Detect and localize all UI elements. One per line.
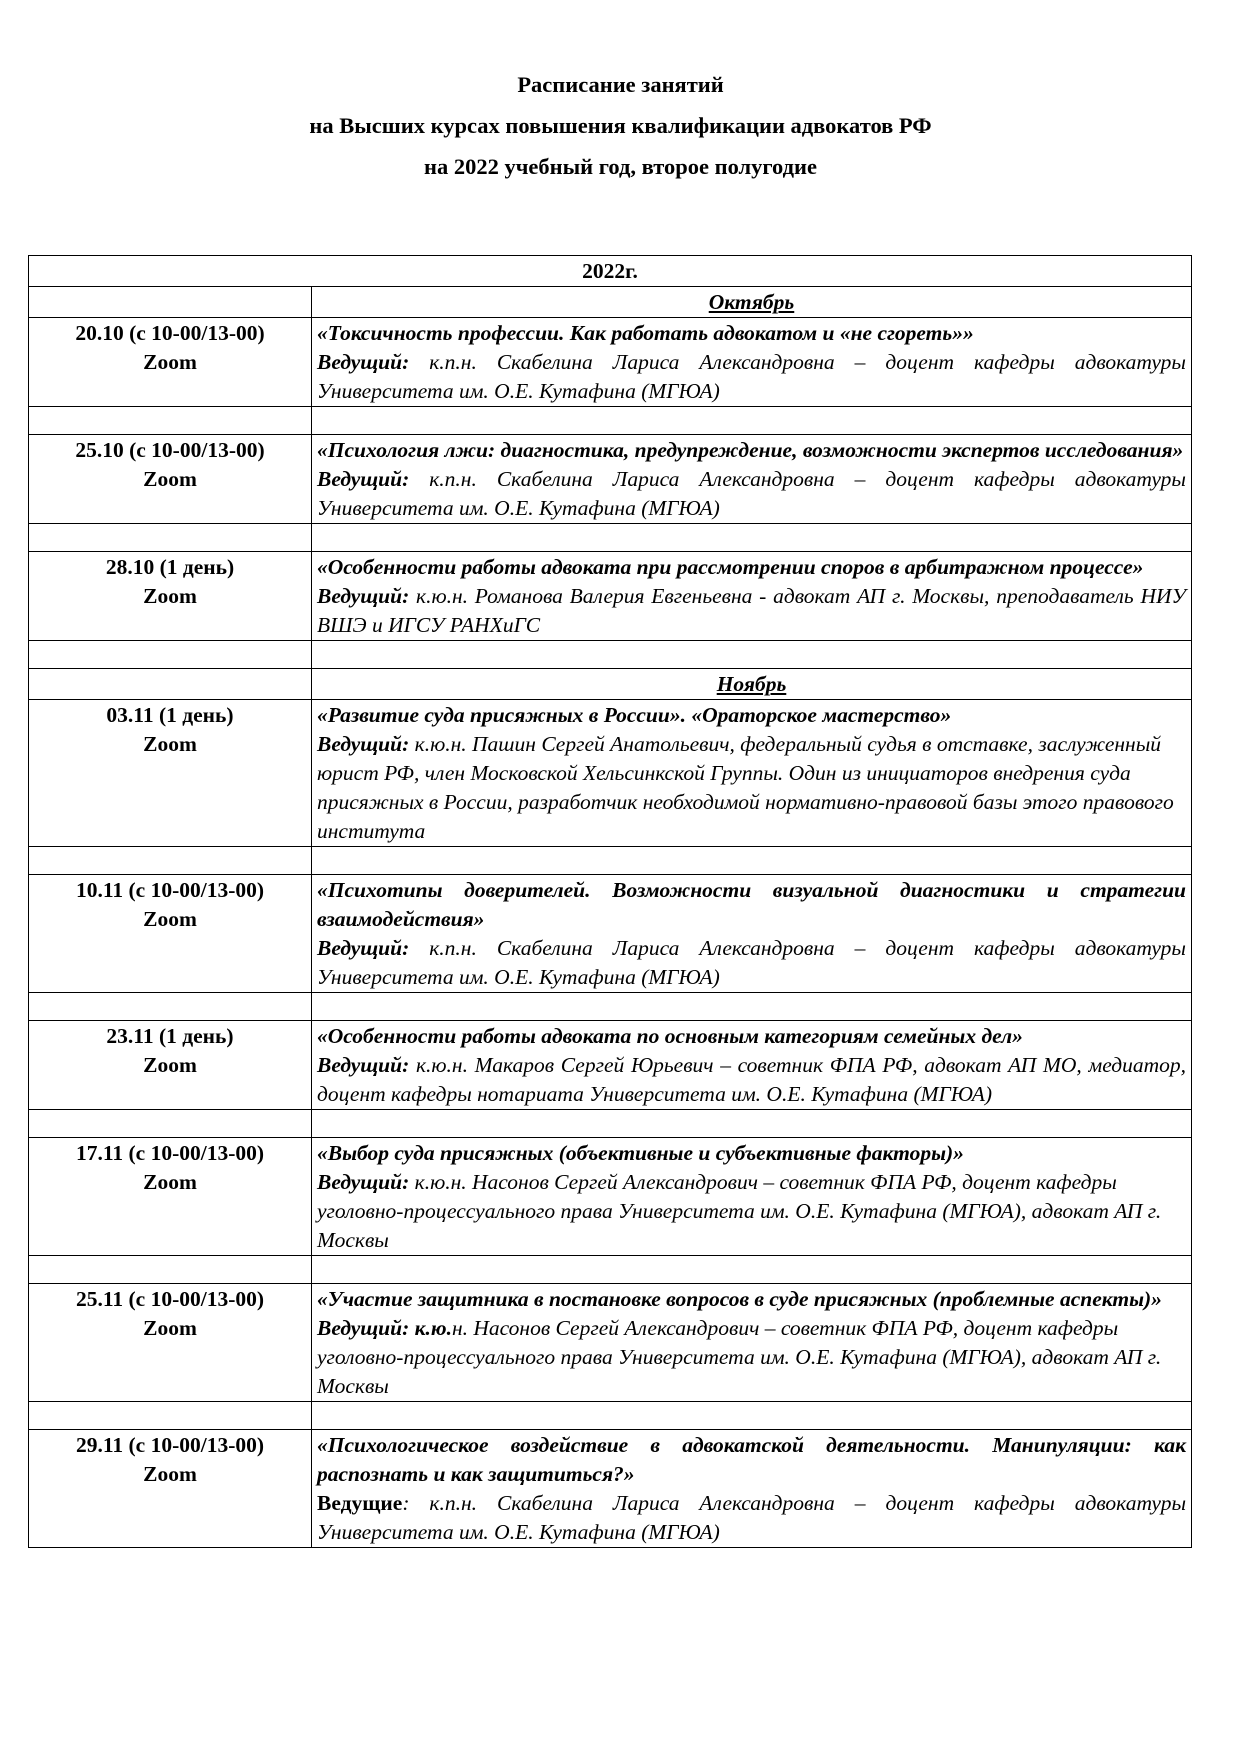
session-date-cell (29, 1138, 312, 1256)
session-lecturer (317, 348, 1186, 406)
session-date: 23.11 (1 день) (106, 1024, 234, 1048)
spacer-row (29, 641, 1192, 669)
title-line-2: на Высших курсах повышения квалификации адвокатов РФ (309, 113, 932, 138)
session-row (29, 552, 1192, 641)
session-row (29, 1430, 1192, 1548)
session-date-cell (29, 1284, 312, 1402)
session-details (312, 1430, 1192, 1548)
session-date-cell (29, 700, 312, 847)
year-label: 2022г. (29, 256, 1192, 287)
session-row (29, 1021, 1192, 1110)
session-row (29, 435, 1192, 524)
empty-cell (29, 669, 312, 700)
spacer-row (29, 993, 1192, 1021)
session-lecturer (317, 582, 1186, 640)
session-details (312, 435, 1192, 524)
lecturer-label: Ведущий: (317, 350, 410, 374)
session-format: Zoom (143, 1316, 197, 1340)
session-topic: «Психология лжи: диагностика, предупреждение, возможности экспертов исследования» (317, 438, 1184, 462)
lecturer-info: к.п.н. Скабелина Лариса Александровна – доцент кафедры адвокатуры Университета им. О.Е. Кутафина (МГЮА) (317, 350, 1186, 403)
session-date: 29.11 (с 10-00/13-00) (75, 1433, 265, 1457)
session-date-cell (29, 1430, 312, 1548)
session-topic: «Выбор суда присяжных (объективные и субъективные факторы)» (317, 1141, 964, 1165)
year-row (29, 256, 1192, 287)
session-date-cell (29, 1021, 312, 1110)
session-topic: «Участие защитника в постановке вопросов в суде присяжных (проблемные аспекты)» (317, 1287, 1162, 1311)
lecturer-label: Ведущий: (317, 732, 410, 756)
session-row (29, 318, 1192, 407)
lecturer-label: Ведущий: к.ю. (317, 1316, 452, 1340)
lecturer-info: к.п.н. Скабелина Лариса Александровна – доцент кафедры адвокатуры Университета им. О.Е. Кутафина (МГЮА) (317, 936, 1186, 989)
session-date: 03.11 (1 день) (106, 703, 234, 727)
lecturer-label: Ведущий: (317, 584, 410, 608)
lecturer-label: Ведущий: (317, 936, 410, 960)
session-date: 25.10 (с 10-00/13-00) (75, 438, 265, 462)
lecturer-info: к.ю.н. Пашин Сергей Анатольевич, федеральный судья в отставке, заслуженный юрист РФ, член Московской Хельсинкской Группы. Один из инициаторов внедрения суда присяжных в России, разработчик необходимой нормативно-правовой базы этого правового института (317, 732, 1174, 843)
lecturer-info: к.п.н. Скабелина Лариса Александровна – доцент кафедры адвокатуры Университета им. О.Е. Кутафина (МГЮА) (317, 467, 1186, 520)
document-title (0, 64, 1241, 187)
session-date-cell (29, 552, 312, 641)
session-lecturer (317, 1051, 1186, 1109)
lecturer-label: Ведущий: (317, 1170, 410, 1194)
lecturer-label: Ведущие (317, 1491, 403, 1515)
session-format: Zoom (143, 1462, 197, 1486)
month-row-october (29, 287, 1192, 318)
session-row (29, 700, 1192, 847)
session-row (29, 1138, 1192, 1256)
lecturer-info: н. Насонов Сергей Александрович – советник ФПА РФ, доцент кафедры уголовно-процессуального права Университета им. О.Е. Кутафина (МГЮА), адвокат АП г. Москвы (317, 1316, 1162, 1398)
spacer-row (29, 407, 1192, 435)
lecturer-info: к.ю.н. Макаров Сергей Юрьевич – советник ФПА РФ, адвокат АП МО, медиатор, доцент кафедры нотариата Университета им. О.Е. Кутафина (МГЮА) (317, 1053, 1186, 1106)
session-details (312, 1021, 1192, 1110)
month-label-november: Ноябрь (312, 669, 1192, 700)
session-date-cell (29, 435, 312, 524)
session-date: 17.11 (с 10-00/13-00) (75, 1141, 265, 1165)
session-topic: «Особенности работы адвоката по основным категориям семейных дел» (317, 1024, 1023, 1048)
session-date: 28.10 (1 день) (105, 555, 235, 579)
session-details (312, 875, 1192, 993)
session-format: Zoom (143, 1053, 197, 1077)
session-format: Zoom (143, 732, 197, 756)
spacer-row (29, 1110, 1192, 1138)
session-details (312, 318, 1192, 407)
session-lecturer (317, 934, 1186, 992)
lecturer-info: : к.п.н. Скабелина Лариса Александровна – доцент кафедры адвокатуры Университета им. О.Е. Кутафина (МГЮА) (317, 1491, 1186, 1544)
session-lecturer (317, 465, 1186, 523)
spacer-row (29, 1402, 1192, 1430)
session-topic: «Токсичность профессии. Как работать адвокатом и «не сгореть»» (317, 321, 974, 345)
spacer-row (29, 1256, 1192, 1284)
title-line-3: на 2022 учебный год, второе полугодие (423, 154, 817, 179)
session-date: 20.10 (с 10-00/13-00) (75, 321, 265, 345)
empty-cell (29, 287, 312, 318)
title-line-1: Расписание занятий (517, 72, 724, 97)
lecturer-info: к.ю.н. Романова Валерия Евгеньевна - адвокат АП г. Москвы, преподаватель НИУ ВШЭ и ИГСУ РАНХиГС (317, 584, 1186, 637)
lecturer-info: к.ю.н. Насонов Сергей Александрович – советник ФПА РФ, доцент кафедры уголовно-процессуального права Университета им. О.Е. Кутафина (МГЮА), адвокат АП г. Москвы (317, 1170, 1162, 1252)
spacer-row (29, 847, 1192, 875)
session-lecturer (317, 1168, 1186, 1255)
month-row-november (29, 669, 1192, 700)
session-row (29, 1284, 1192, 1402)
session-details (312, 1284, 1192, 1402)
lecturer-label: Ведущий: (317, 1053, 410, 1077)
session-lecturer (317, 730, 1186, 846)
session-format: Zoom (143, 907, 197, 931)
session-date-cell (29, 318, 312, 407)
session-row (29, 875, 1192, 993)
month-label-october: Октябрь (312, 287, 1192, 318)
session-topic: «Психотипы доверителей. Возможности визуальной диагностики и стратегии взаимодействия» (317, 878, 1186, 931)
session-date: 10.11 (с 10-00/13-00) (75, 878, 265, 902)
session-format: Zoom (143, 467, 197, 491)
lecturer-label: Ведущий: (317, 467, 410, 491)
session-lecturer (317, 1314, 1186, 1401)
spacer-row (29, 524, 1192, 552)
session-details (312, 552, 1192, 641)
session-format: Zoom (143, 1170, 197, 1194)
session-format: Zoom (143, 584, 197, 608)
session-date: 25.11 (с 10-00/13-00) (75, 1287, 265, 1311)
session-details (312, 1138, 1192, 1256)
session-date-cell (29, 875, 312, 993)
session-topic: «Особенности работы адвоката при рассмотрении споров в арбитражном процессе» (317, 555, 1144, 579)
session-topic: «Развитие суда присяжных в России». «Ораторское мастерство» (317, 703, 952, 727)
session-format: Zoom (143, 350, 197, 374)
session-details (312, 700, 1192, 847)
schedule-table (28, 255, 1192, 1548)
session-lecturer (317, 1489, 1186, 1547)
session-topic: «Психологическое воздействие в адвокатской деятельности. Манипуляции: как распознать и как защититься?» (317, 1433, 1186, 1486)
